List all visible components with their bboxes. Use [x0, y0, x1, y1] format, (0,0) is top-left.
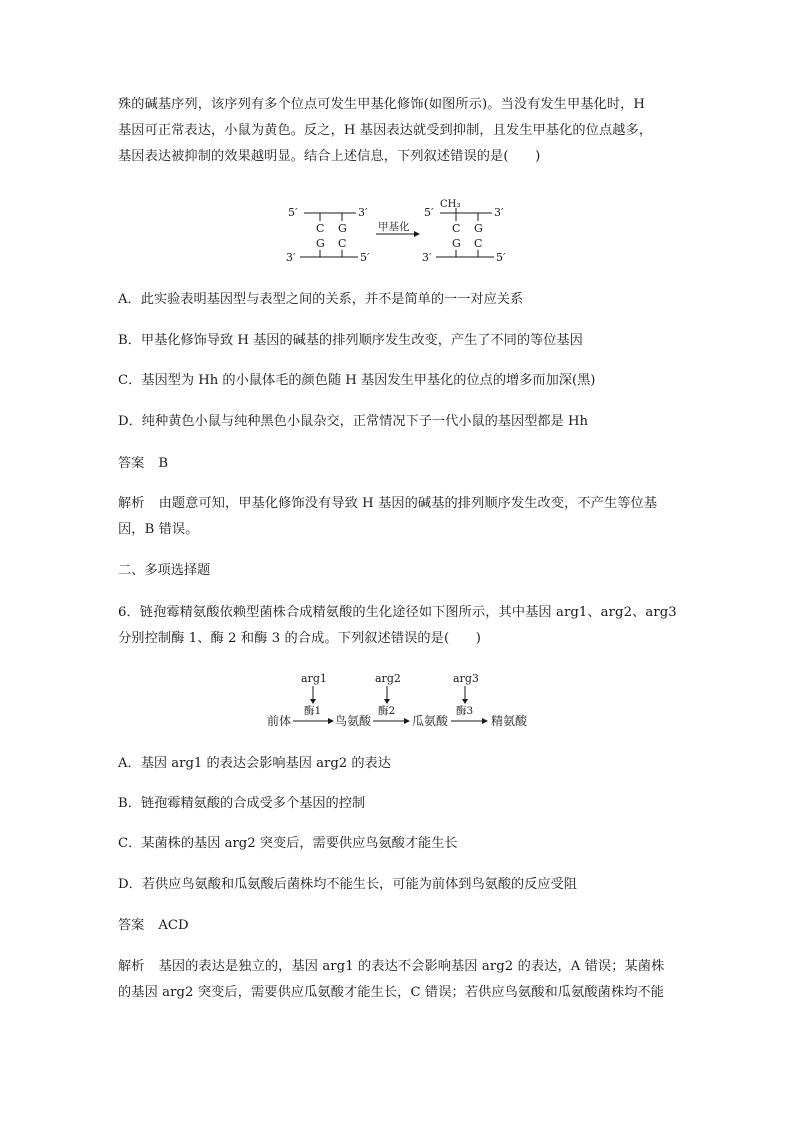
answer-value: B	[158, 456, 169, 471]
q6-stem-line: 6．链孢霉精氨酸依赖型菌株合成精氨酸的生化途径如下图所示，其中基因 arg1、arg2、arg3	[118, 605, 677, 620]
analysis-line: 由题意可知，甲基化修饰没有导致 H 基因的碱基的排列顺序发生改变，不产生等位基	[158, 496, 658, 511]
q6-analysis	[118, 954, 680, 1006]
q6-option-b: B．链孢霉精氨酸的合成受多个基因的控制	[118, 796, 366, 811]
arrow-down-icon	[384, 699, 390, 704]
analysis-line: 的基因 arg2 突变后，需要供应瓜氨酸才能生长，C 错误；若供应鸟氨酸和瓜氨酸菌株均不能	[118, 985, 665, 1000]
answer-label: 答案	[118, 456, 145, 471]
label-5prime: 5′	[496, 251, 506, 264]
q6-option-d: D．若供应鸟氨酸和瓜氨酸后菌株均不能生长，可能为前体到鸟氨酸的反应受阻	[118, 877, 577, 892]
q5-stem-line: 基因可正常表达，小鼠为黄色。反之，H 基因表达就受到抑制，且发生甲基化的位点越多，	[118, 123, 653, 138]
base: G	[452, 237, 461, 250]
base: C	[474, 237, 483, 250]
base: G	[338, 222, 347, 235]
substance-ornithine: 鸟氨酸	[335, 714, 372, 728]
substance-precursor: 前体	[267, 714, 292, 728]
answer-value: ACD	[158, 918, 189, 933]
q6-option-a: A．基因 arg1 的表达会影响基因 arg2 的表达	[118, 756, 391, 771]
arrow-down-icon	[310, 699, 316, 704]
gene-arg3: arg3	[453, 672, 479, 685]
base: C	[316, 222, 325, 235]
gene-arg2: arg2	[375, 672, 401, 685]
q6-stem	[118, 600, 680, 652]
label-3prime: 3′	[422, 251, 432, 264]
analysis-line: 因，B 错误。	[118, 522, 199, 537]
label-3prime: 3′	[286, 251, 296, 264]
enzyme-2: 酶2	[378, 705, 396, 717]
substance-citrulline: 瓜氨酸	[412, 714, 449, 728]
base: G	[474, 222, 483, 235]
dna-after-methylation	[422, 199, 506, 264]
arrow-label: 甲基化	[378, 221, 410, 233]
analysis-label: 解析	[118, 959, 145, 974]
arrow-right-icon	[328, 718, 334, 724]
arrow-down-icon	[462, 699, 468, 704]
substance-arginine: 精氨酸	[491, 714, 528, 728]
q5-analysis	[118, 491, 680, 543]
q5-stem-line: 殊的碱基序列，该序列有多个位点可发生甲基化修饰(如图所示)。当没有发生甲基化时，H	[118, 97, 646, 112]
gene-arg1: arg1	[301, 672, 327, 685]
methylation-diagram	[280, 194, 520, 270]
arrow-head-icon	[414, 231, 420, 237]
q5-stem	[118, 92, 680, 170]
base: C	[338, 237, 347, 250]
q5-stem-line: 基因表达被抑制的效果越明显。结合上述信息，下列叙述错误的是( )	[118, 149, 541, 164]
methyl-group: CH₃	[440, 199, 461, 210]
methylation-arrow	[376, 220, 420, 237]
arrow-right-icon	[482, 718, 488, 724]
label-3prime: 3′	[358, 206, 368, 219]
q5-option-c: C．基因型为 Hh 的小鼠体毛的颜色随 H 基因发生甲基化的位点的增多而加深(黑)	[118, 373, 596, 388]
label-5prime: 5′	[288, 206, 298, 219]
arginine-pathway-diagram	[265, 668, 535, 730]
arrow-right-icon	[404, 718, 410, 724]
analysis-label: 解析	[118, 496, 145, 511]
base: G	[316, 237, 325, 250]
q5-option-b: B．甲基化修饰导致 H 基因的碱基的排列顺序发生改变，产生了不同的等位基因	[118, 333, 583, 348]
enzyme-1: 酶1	[304, 705, 322, 717]
dna-before-methylation	[286, 206, 370, 264]
q5-option-a: A．此实验表明基因型与表型之间的关系，并不是简单的一一对应关系	[118, 292, 524, 307]
base: C	[452, 222, 461, 235]
answer-label: 答案	[118, 918, 145, 933]
q6-option-c: C．某菌株的基因 arg2 突变后，需要供应鸟氨酸才能生长	[118, 836, 458, 851]
q6-answer	[118, 916, 189, 936]
analysis-line: 基因的表达是独立的，基因 arg1 的表达不会影响基因 arg2 的表达，A 错误；某菌株	[158, 959, 665, 974]
label-5prime: 5′	[360, 251, 370, 264]
q5-answer	[118, 454, 168, 474]
label-5prime: 5′	[424, 206, 434, 219]
enzyme-3: 酶3	[456, 705, 474, 717]
label-3prime: 3′	[494, 206, 504, 219]
section-heading: 二、多项选择题	[118, 563, 211, 578]
q5-option-d: D．纯种黄色小鼠与纯种黑色小鼠杂交，正常情况下子一代小鼠的基因型都是 Hh	[118, 414, 588, 429]
q6-stem-line: 分别控制酶 1、酶 2 和酶 3 的合成。下列叙述错误的是( )	[118, 631, 482, 646]
